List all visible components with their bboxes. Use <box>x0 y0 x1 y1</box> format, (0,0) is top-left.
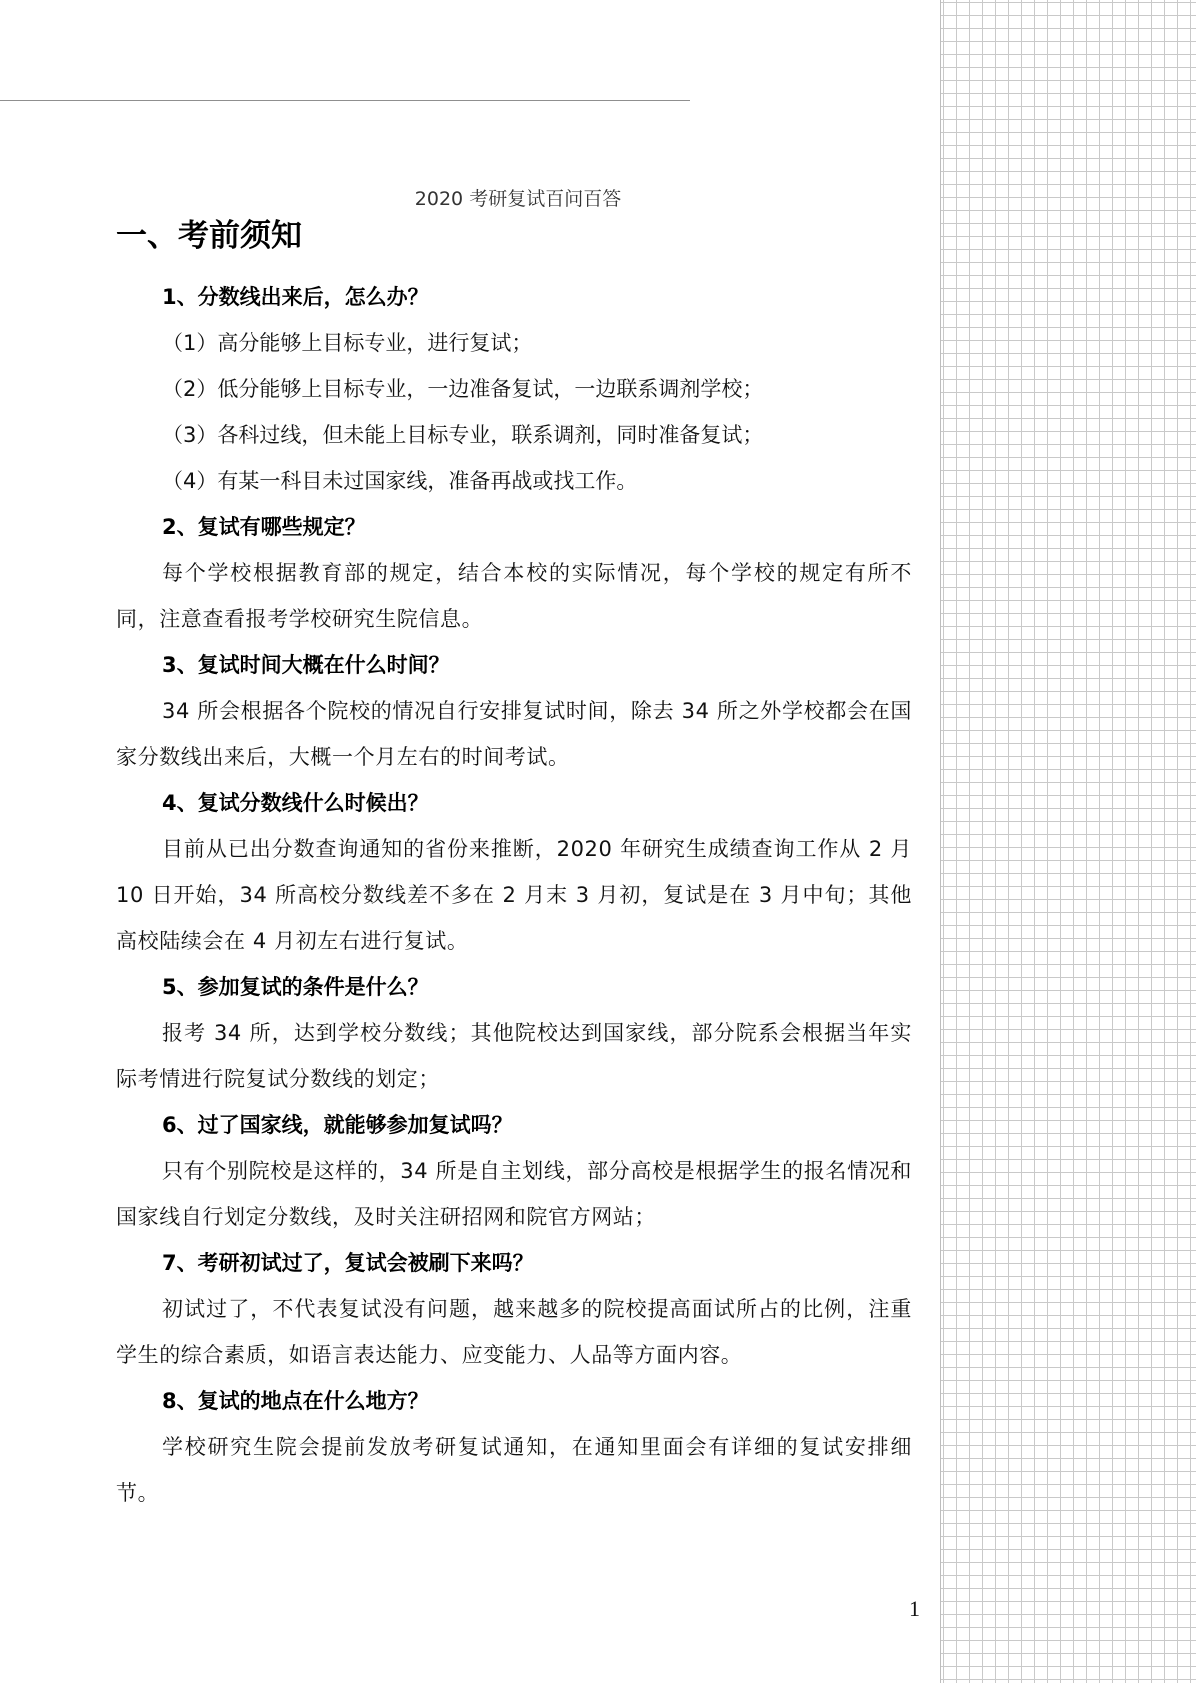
question-3: 3、复试时间大概在什么时间？ <box>162 653 450 677</box>
question-5: 5、参加复试的条件是什么？ <box>162 975 429 999</box>
qa-content <box>116 274 912 1516</box>
answer-5: 报考 34 所，达到学校分数线；其他院校达到国家线，部分院系会根据当年实际考情进行院复试分数线的划定； <box>116 1021 912 1091</box>
page-number: 1 <box>909 1596 920 1621</box>
answer-8: 学校研究生院会提前发放考研复试通知，在通知里面会有详细的复试安排细节。 <box>116 1435 912 1505</box>
answer-6: 只有个别院校是这样的，34 所是自主划线，部分高校是根据学生的报名情况和国家线自行划定分数线，及时关注研招网和院官方网站； <box>116 1159 912 1229</box>
question-4: 4、复试分数线什么时候出？ <box>162 791 429 815</box>
option-4: （4）有某一科目未过国家线，准备再战或找工作。 <box>162 469 638 493</box>
option-1: （1）高分能够上目标专业，进行复试； <box>162 331 533 355</box>
question-6: 6、过了国家线，就能够参加复试吗？ <box>162 1113 513 1137</box>
option-3: （3）各科过线，但未能上目标专业，联系调剂，同时准备复试； <box>162 423 764 447</box>
question-2: 2、复试有哪些规定？ <box>162 515 366 539</box>
question-1: 1、分数线出来后，怎么办？ <box>162 285 429 309</box>
grid-paper-panel <box>940 0 1196 1683</box>
answer-7: 初试过了，不代表复试没有问题，越来越多的院校提高面试所占的比例，注重学生的综合素质，如语言表达能力、应变能力、人品等方面内容。 <box>116 1297 912 1367</box>
answer-4: 目前从已出分数查询通知的省份来推断，2020 年研究生成绩查询工作从 2 月 10 日开始，34 所高校分数线差不多在 2 月末 3 月初，复试是在 3 月中旬；其他高校陆续会在 4 月初左右进行复试。 <box>116 837 912 953</box>
question-8: 8、复试的地点在什么地方？ <box>162 1389 429 1413</box>
answer-2: 每个学校根据教育部的规定，结合本校的实际情况，每个学校的规定有所不同，注意查看报考学校研究生院信息。 <box>116 561 912 631</box>
question-7: 7、考研初试过了，复试会被刷下来吗？ <box>162 1251 534 1275</box>
answer-3: 34 所会根据各个院校的情况自行安排复试时间，除去 34 所之外学校都会在国家分数线出来后，大概一个月左右的时间考试。 <box>116 699 912 769</box>
section-heading: 一、考前须知 <box>116 218 302 254</box>
header-rule <box>0 100 690 101</box>
document-title: 2020 考研复试百问百答 <box>414 188 622 210</box>
option-2: （2）低分能够上目标专业，一边准备复试，一边联系调剂学校； <box>162 377 764 401</box>
